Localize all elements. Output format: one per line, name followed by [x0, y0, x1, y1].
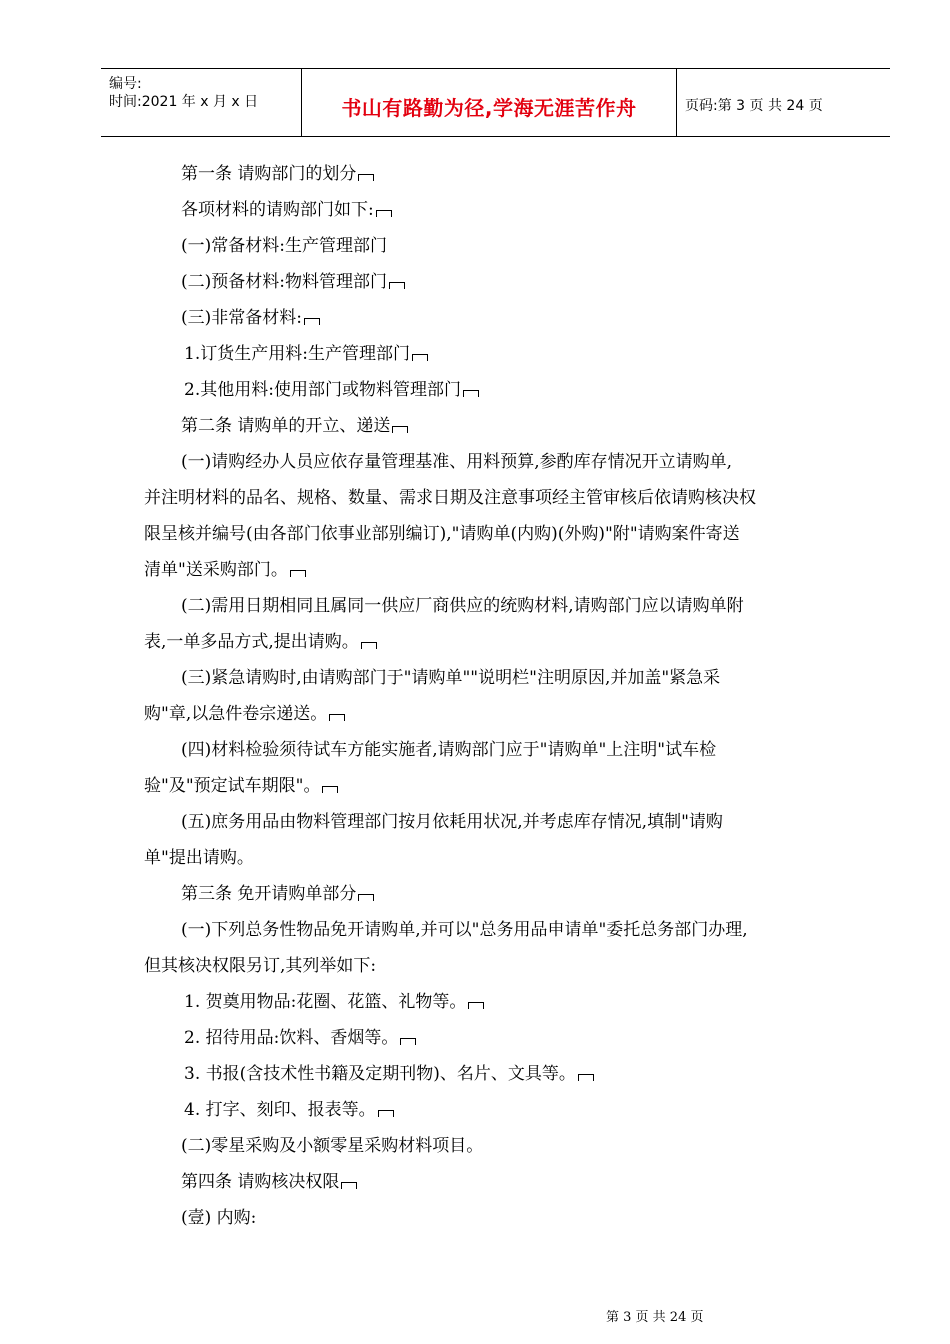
header-info-cell [101, 69, 301, 136]
paragraph-mark-icon [361, 642, 377, 649]
line-text: 1. 贺奠用物品:花圈、花篮、礼物等。 [184, 992, 467, 1012]
paragraph-line [144, 1200, 844, 1236]
line-text: (四)材料检验须待试车方能实施者,请购部门应于"请购单"上注明"试车检 [181, 740, 717, 760]
paragraph-line [144, 912, 844, 948]
line-text: 单"提出请购。 [144, 848, 254, 868]
paragraph-line [144, 876, 844, 912]
line-text: 限呈核并编号(由各部门依事业部别编订),"请购单(内购)(外购)"附"请购案件寄送 [144, 524, 740, 544]
paragraph-mark-icon [358, 174, 374, 181]
line-text: (二)预备材料:物料管理部门 [181, 272, 387, 292]
paragraph-line [144, 264, 844, 300]
line-text: 购"章,以急件卷宗递送。 [144, 704, 328, 724]
line-text: (二)需用日期相同且属同一供应厂商供应的统购材料,请购部门应以请购单附 [181, 596, 744, 616]
paragraph-line [144, 444, 844, 480]
paragraph-line [144, 372, 844, 408]
line-text: 并注明材料的品名、规格、数量、需求日期及注意事项经主管审核后依请购核决权 [144, 488, 756, 508]
paragraph-line [144, 300, 844, 336]
paragraph-line [144, 696, 844, 732]
line-text: 1.订货生产用料:生产管理部门 [184, 344, 410, 364]
paragraph-line [144, 1020, 844, 1056]
paragraph-mark-icon [329, 714, 345, 721]
paragraph-line [144, 516, 844, 552]
paragraph-mark-icon [376, 210, 392, 217]
time-label: 时间:2021 年 x 月 x 日 [109, 94, 259, 110]
paragraph-mark-icon [290, 570, 306, 577]
paragraph-mark-icon [468, 1002, 484, 1009]
line-text: (三)非常备材料: [181, 308, 302, 328]
paragraph-line [144, 552, 844, 588]
paragraph-line [144, 984, 844, 1020]
paragraph-line [144, 480, 844, 516]
paragraph-mark-icon [400, 1038, 416, 1045]
paragraph-line [144, 1056, 844, 1092]
paragraph-line [144, 408, 844, 444]
header-page-cell [677, 69, 890, 136]
line-text: 验"及"预定试车期限"。 [144, 776, 321, 796]
line-text: 2.其他用料:使用部门或物料管理部门 [184, 380, 461, 400]
line-text: 第四条 请购核决权限 [181, 1172, 340, 1192]
line-text: 但其核决权限另订,其列举如下: [144, 956, 377, 976]
header-motto-cell [302, 69, 676, 136]
paragraph-line [144, 192, 844, 228]
paragraph-mark-icon [341, 1182, 357, 1189]
paragraph-line [144, 804, 844, 840]
line-text: (三)紧急请购时,由请购部门于"请购单""说明栏"注明原因,并加盖"紧急采 [181, 668, 721, 688]
paragraph-mark-icon [358, 894, 374, 901]
paragraph-line [144, 948, 844, 984]
line-text: (五)庶务用品由物料管理部门按月依耗用状况,并考虑库存情况,填制"请购 [181, 812, 723, 832]
document-header [101, 68, 890, 137]
motto-text: 书山有路勤为径,学海无涯苦作舟 [341, 96, 637, 120]
line-text: (一)请购经办人员应依存量管理基准、用料预算,参酌库存情况开立请购单, [181, 452, 733, 472]
line-text: 3. 书报(含技术性书籍及定期刊物)、名片、文具等。 [184, 1064, 576, 1084]
paragraph-mark-icon [578, 1074, 594, 1081]
paragraph-line [144, 336, 844, 372]
paragraph-mark-icon [412, 354, 428, 361]
line-text: (二)零星采购及小额零星采购材料项目。 [181, 1136, 484, 1156]
paragraph-line [144, 732, 844, 768]
footer-page-number: 第 3 页 共 24 页 [606, 1310, 704, 1325]
paragraph-line [144, 624, 844, 660]
paragraph-mark-icon [378, 1110, 394, 1117]
paragraph-line [144, 840, 844, 876]
paragraph-mark-icon [304, 318, 320, 325]
paragraph-line [144, 156, 844, 192]
line-text: 2. 招待用品:饮料、香烟等。 [184, 1028, 399, 1048]
document-body [144, 156, 844, 1236]
header-page-label: 页码:第 3 页 共 24 页 [685, 98, 823, 114]
line-text: (一)下列总务性物品免开请购单,并可以"总务用品申请单"委托总务部门办理, [181, 920, 748, 940]
serial-label: 编号: [109, 76, 142, 92]
line-text: 第三条 免开请购单部分 [181, 884, 357, 904]
paragraph-mark-icon [463, 390, 479, 397]
line-text: 第二条 请购单的开立、递送 [181, 416, 391, 436]
paragraph-line [144, 1092, 844, 1128]
paragraph-mark-icon [392, 426, 408, 433]
line-text: (壹) 内购: [181, 1208, 257, 1228]
line-text: 4. 打字、刻印、报表等。 [184, 1100, 376, 1120]
paragraph-mark-icon [322, 786, 338, 793]
line-text: 第一条 请购部门的划分 [181, 164, 357, 184]
paragraph-line [144, 228, 844, 264]
paragraph-line [144, 1164, 844, 1200]
paragraph-line [144, 588, 844, 624]
line-text: (一)常备材料:生产管理部门 [181, 236, 387, 256]
paragraph-line [144, 660, 844, 696]
line-text: 各项材料的请购部门如下: [181, 200, 374, 220]
paragraph-line [144, 768, 844, 804]
line-text: 表,一单多品方式,提出请购。 [144, 632, 359, 652]
paragraph-mark-icon [389, 282, 405, 289]
paragraph-line [144, 1128, 844, 1164]
line-text: 清单"送采购部门。 [144, 560, 288, 580]
